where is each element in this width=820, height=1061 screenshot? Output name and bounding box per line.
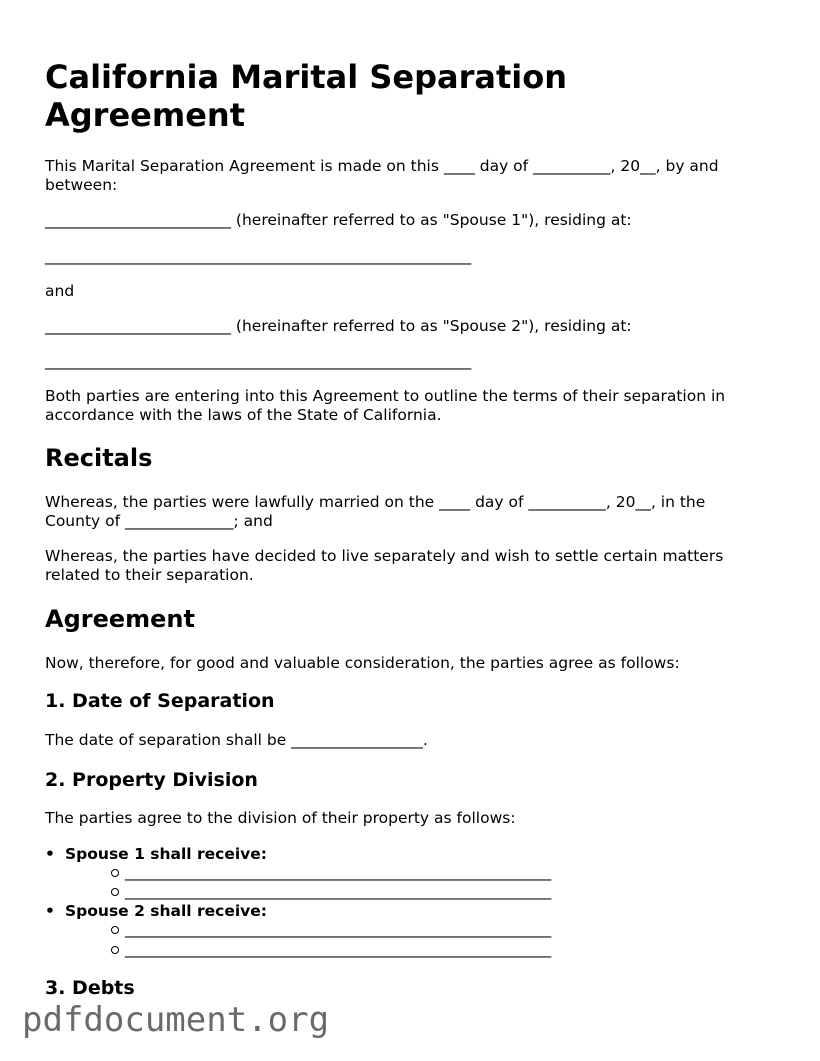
recitals-heading: Recitals	[45, 444, 153, 472]
spouse1-name-line: ________________________ (hereinafter referred to as "Spouse 1"), residing at:	[45, 211, 632, 229]
spouse2-item-1: _______________________________________________________	[125, 920, 552, 938]
spouse2-item-2: _______________________________________________________	[125, 940, 552, 958]
agreement-intro: Now, therefore, for good and valuable consideration, the parties agree as follows:	[45, 654, 680, 672]
spouse2-receive-label: • Spouse 2 shall receive:	[65, 902, 267, 921]
spouse2-name-line: ________________________ (hereinafter referred to as "Spouse 2"), residing at:	[45, 317, 632, 335]
section1-heading: 1. Date of Separation	[45, 690, 275, 712]
separation-date-line: The date of separation shall be _________________.	[45, 731, 428, 749]
watermark-text: pdfdocument.org	[22, 1000, 330, 1040]
property-division-text: The parties agree to the division of their property as follows:	[45, 809, 516, 827]
recital-married: Whereas, the parties were lawfully married on the ____ day of __________, 20__, in the County of ______________; and	[45, 493, 706, 530]
spouse1-receive-label: • Spouse 1 shall receive:	[65, 845, 267, 864]
and-text: and	[45, 282, 75, 300]
document-title: California Marital Separation Agreement	[45, 58, 568, 134]
spouse1-item-1: _______________________________________________________	[125, 863, 552, 881]
spouse2-address-line: _______________________________________________________	[45, 352, 472, 370]
recital-separate: Whereas, the parties have decided to live separately and wish to settle certain matters related to their separation.	[45, 547, 724, 584]
intro-paragraph: This Marital Separation Agreement is made on this ____ day of __________, 20__, by and between:	[45, 157, 719, 194]
section2-heading: 2. Property Division	[45, 769, 258, 791]
purpose-paragraph: Both parties are entering into this Agreement to outline the terms of their separation in accordance with the laws of the State of California.	[45, 387, 726, 424]
agreement-heading: Agreement	[45, 605, 195, 633]
spouse1-address-line: _______________________________________________________	[45, 247, 472, 265]
spouse1-item-2: _______________________________________________________	[125, 882, 552, 900]
section3-heading: 3. Debts	[45, 977, 135, 999]
